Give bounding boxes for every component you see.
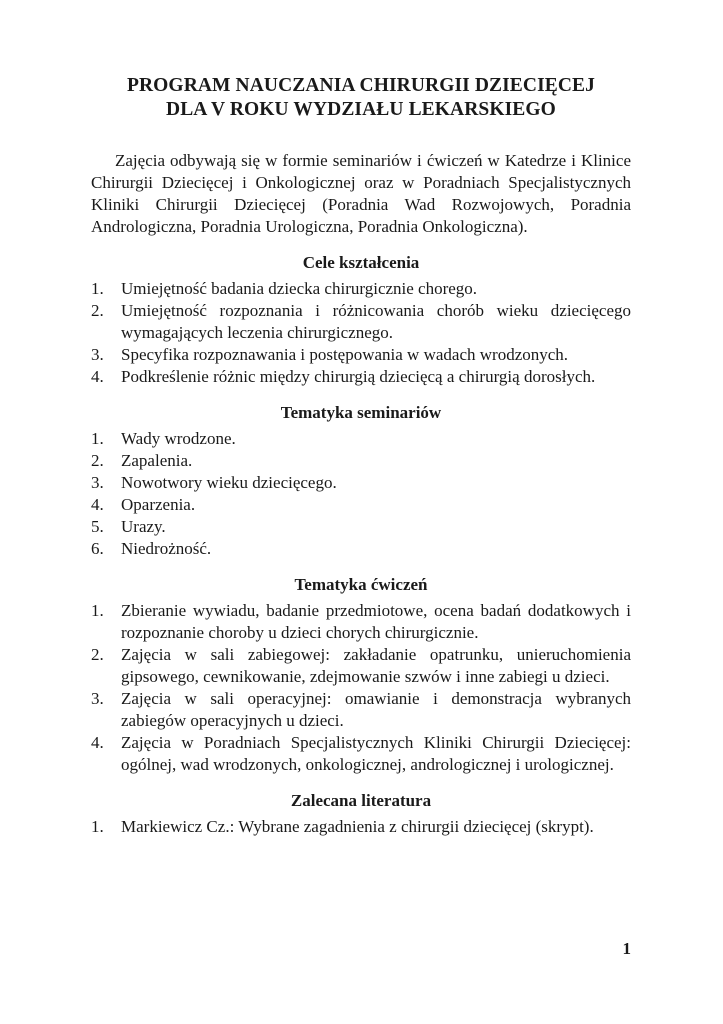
list-item [91,688,631,732]
list-item-number: 5. [91,517,104,536]
list-item-number: 1. [91,601,104,620]
page-title [91,74,631,122]
list-item-text: Zapalenia. [121,451,193,470]
section-heading-literatura: Zalecana literatura [290,791,432,810]
list-item-number: 2. [91,301,104,320]
list-item-number: 1. [91,429,104,448]
list-item-text: Umiejętność badania dziecka chirurgicznie chorego. [121,279,478,298]
list-item-number: 3. [91,345,104,364]
list-item [91,494,631,516]
list-item-number: 1. [91,279,104,298]
page-number: 1 [622,939,631,958]
list-item [91,344,631,366]
list-item-text: Zajęcia w Poradniach Specjalistycznych Kliniki Chirurgii Dziecięcej: ogólnej, wad wrodzonych, onkologicznej, andrologicznej i urologicznej. [121,733,631,774]
list-item-text: Oparzenia. [121,495,196,514]
list-item-text: Umiejętność rozpoznania i różnicowania chorób wieku dziecięcego wymagających leczenia chirurgicznego. [121,301,631,342]
list-item-text: Zajęcia w sali operacyjnej: omawianie i demonstracja wybranych zabiegów operacyjnych u dzieci. [121,689,631,730]
list-item-number: 3. [91,473,104,492]
list-item-number: 3. [91,689,104,708]
list-item-number: 4. [91,733,104,752]
list-item [91,300,631,344]
list-item-text: Zajęcia w sali zabiegowej: zakładanie opatrunku, unieruchomienia gipsowego, cewnikowanie, zdejmowanie szwów i inne zabiegi u dzieci. [121,645,631,686]
list-item-text: Nowotwory wieku dziecięcego. [121,473,337,492]
list-item [91,278,631,300]
list-item [91,516,631,538]
list-seminaria [91,428,631,560]
title-line-1: PROGRAM NAUCZANIA CHIRURGII DZIECIĘCEJ [126,75,596,96]
list-item-number: 4. [91,495,104,514]
list-item [91,428,631,450]
section-heading-seminaria: Tematyka seminariów [280,403,442,422]
list-item-text: Specyfika rozpoznawania i postępowania w wadach wrodzonych. [121,345,569,364]
list-item-number: 2. [91,451,104,470]
list-item-number: 6. [91,539,104,558]
list-item-text: Podkreślenie różnic między chirurgią dziecięcą a chirurgią dorosłych. [121,367,596,386]
list-item [91,450,631,472]
list-item [91,366,631,388]
list-item-number: 4. [91,367,104,386]
title-line-2: DLA V ROKU WYDZIAŁU LEKARSKIEGO [166,99,556,120]
intro-paragraph: Zajęcia odbywają się w formie seminariów i ćwiczeń w Katedrze i Klinice Chirurgii Dziecięcej i Onkologicznej oraz w Poradniach Specjalistycznych Kliniki Chirurgii Dziecięcej (Poradnia Wad Rozwojowych, Poradnia Andrologiczna, Poradnia Urologiczna, Poradnia Onkologiczna). [91,151,631,236]
list-item [91,472,631,494]
list-item-text: Markiewicz Cz.: Wybrane zagadnienia z chirurgii dziecięcej (skrypt). [121,817,594,836]
list-item-text: Zbieranie wywiadu, badanie przedmiotowe, ocena badań dodatkowych i rozpoznanie choroby u dzieci chorych chirurgicznie. [121,601,631,642]
section-heading-cwiczenia: Tematyka ćwiczeń [294,575,428,594]
list-cwiczenia [91,600,631,776]
list-item [91,816,631,838]
list-item [91,538,631,560]
list-item-text: Urazy. [121,517,166,536]
list-item [91,644,631,688]
document-page [91,74,631,838]
list-literatura [91,816,631,838]
list-item-text: Wady wrodzone. [121,429,236,448]
section-heading-cele: Cele kształcenia [302,253,420,272]
list-item [91,600,631,644]
list-item-number: 2. [91,645,104,664]
list-item-text: Niedrożność. [121,539,212,558]
list-item-number: 1. [91,817,104,836]
list-cele [91,278,631,388]
list-item [91,732,631,776]
